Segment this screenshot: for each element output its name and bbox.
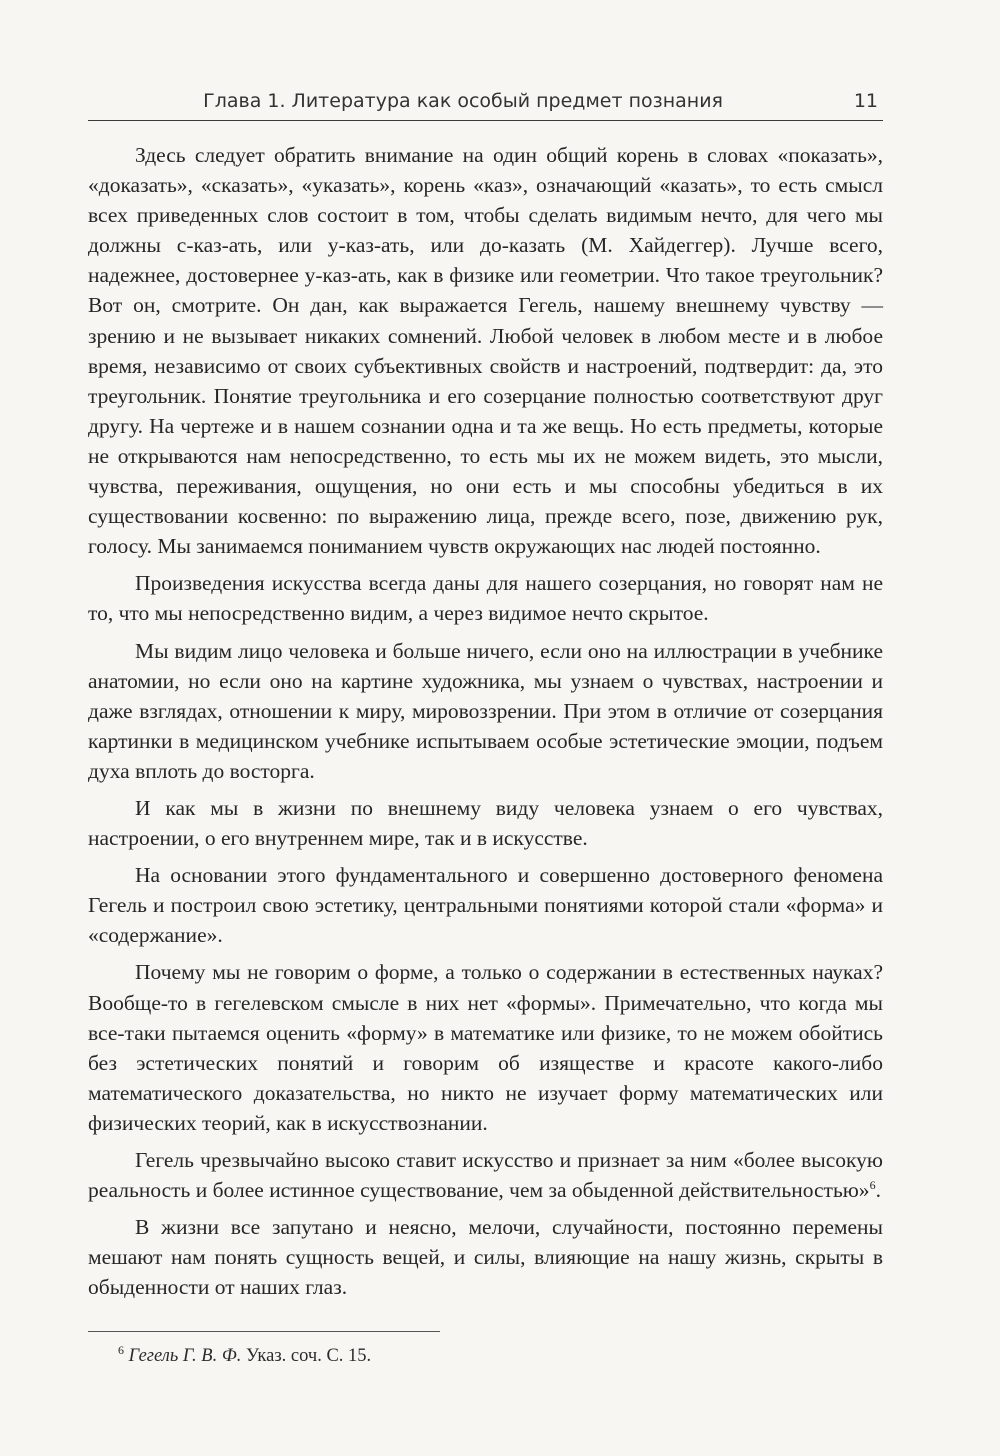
footnote	[118, 1342, 372, 1367]
paragraph: На основании этого фундаментального и совершенно достоверного феномена Гегель и построил свою эстетику, центральными понятиями которой стали «форма» и «содержание».	[88, 863, 883, 948]
page-number: 11	[853, 90, 878, 112]
paragraph: Почему мы не говорим о форме, а только о содержании в естественных науках? Вообще-то в гегелевском смысле в них нет «формы». Примечательно, что когда мы все-таки пытаемся оценить «форму» в математике или физике, то не можем обойтись без эстетических понятий и говорим об изяществе и красоте какого-либо математического доказательства, но никто не изучает форму математических или физических теорий, как в искусствознании.	[88, 960, 883, 1135]
paragraph: Здесь следует обратить внимание на один общий корень в словах «показать», «доказать», «сказать», «указать», корень «каз», означающий «казать», то есть смысл всех приведенных слов состоит в том, чтобы сделать видимым нечто, для чего мы должны с-каз-ать, или у-каз-ать, или до-казать (М. Хайдеггер). Лучше всего, надежнее, достовернее у-каз-ать, как в физике или геометрии. Что такое треугольник? Вот он, смотрите. Он дан, как выражается Гегель, нашему внешнему чувству — зрению и не вызывает никаких сомнений. Любой человек в любом месте и в любое время, независимо от своих субъективных свойств и настроений, подтвердит: да, это треугольник. Понятие треугольника и его созерцание полностью соответствуют друг другу. На чертеже и в нашем сознании одна и та же вещь. Но есть предметы, которые не открываются нам непосредственно, то есть мы их не можем видеть, это мысли, чувства, переживания, ощущения, но они есть и мы способны убедиться в их существовании косвенно: по выражению лица, прежде всего, позе, движению рук, голосу. Мы занимаемся пониманием чувств окружающих нас людей постоянно.	[88, 143, 883, 559]
paragraph: Мы видим лицо человека и больше ничего, если оно на иллюстрации в учебнике анатомии, но если оно на картине художника, мы узнаем о чувствах, настроении и даже взглядах, отношении к миру, мировоззрении. При этом в отличие от созерцания картинки в медицинском учебнике испытываем особые эстетические эмоции, подъем духа вплоть до восторга.	[88, 638, 883, 783]
footnote-author: Гегель Г. В. Ф.	[128, 1346, 242, 1366]
running-header	[88, 86, 883, 121]
footnote-reference[interactable]: 6	[869, 1177, 876, 1192]
paragraph-text: Гегель чрезвычайно высоко ставит искусство и признает за ним «более высокую реальность и более истинное существование, чем за обыденной действительностью»	[88, 1148, 883, 1203]
paragraph: В жизни все запутано и неясно, мелочи, случайности, постоянно перемены мешают нам понять сущность вещей, и силы, влияющие на нашу жизнь, скрыты в обыденности от наших глаз.	[88, 1215, 883, 1300]
footnote-text: Указ. соч. С. 15.	[245, 1346, 372, 1366]
footnote-marker: 6	[118, 1342, 124, 1357]
chapter-title: Глава 1. Литература как особый предмет познания	[203, 90, 723, 112]
body-text	[88, 140, 883, 1309]
paragraph: И как мы в жизни по внешнему виду человека узнаем о его чувствах, настроении, о его внутреннем мире, так и в искусстве.	[88, 795, 883, 851]
paragraph-with-footnote: Гегель чрезвычайно высоко ставит искусство и признает за ним «более высокую реальность и более истинное существование, чем за обыденной действительностью»$^6$.	[88, 1148, 883, 1203]
footnote-divider	[88, 1331, 440, 1332]
paragraph: Произведения искусства всегда даны для нашего созерцания, но говорят нам не то, что мы непосредственно видим, а через видимое нечто скрытое.	[88, 571, 883, 626]
